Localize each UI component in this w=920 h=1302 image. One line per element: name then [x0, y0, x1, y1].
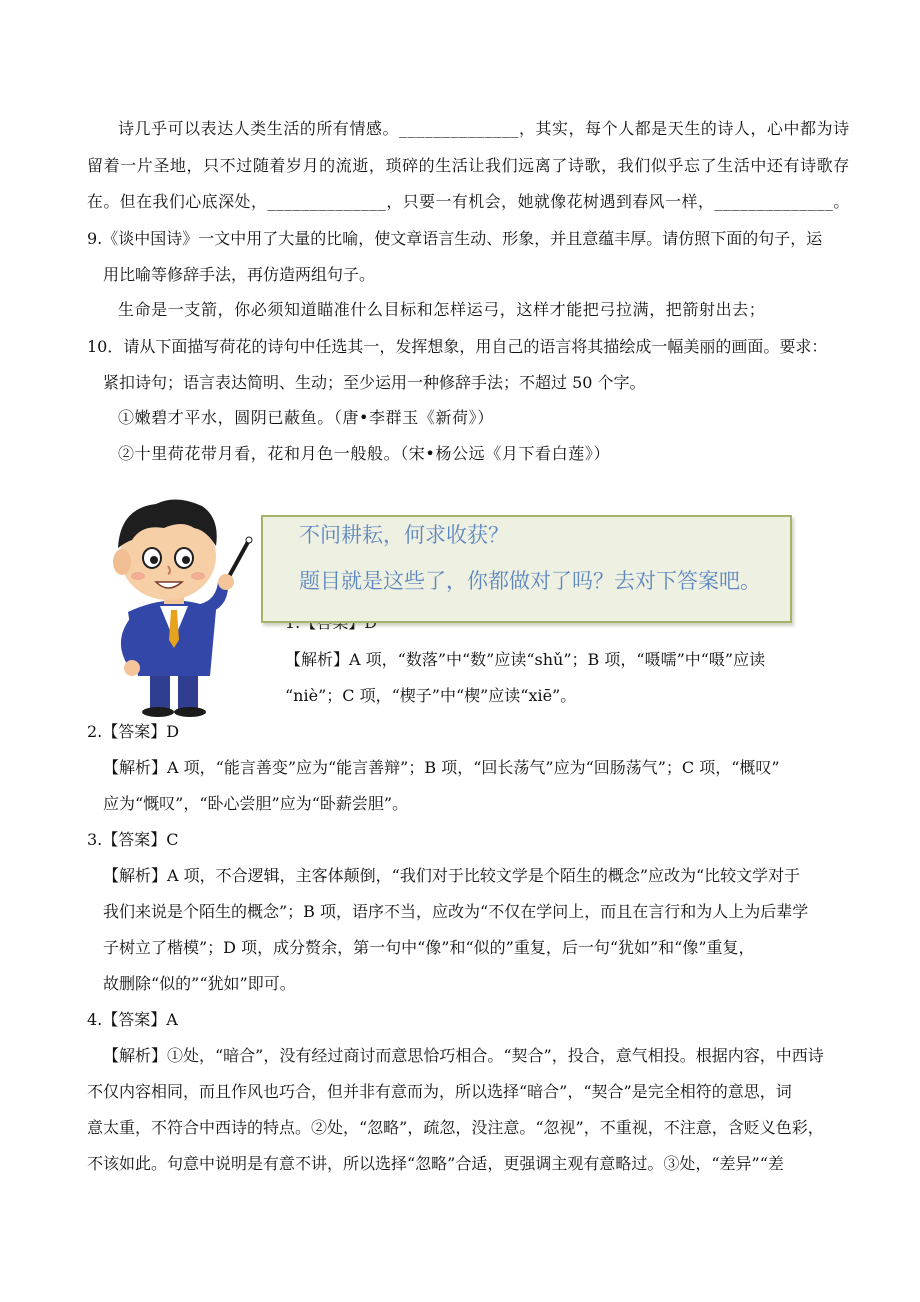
answer-2-label: 2.【答案】D	[87, 722, 180, 741]
banner-line-2: 题目就是这些了，你都做对了吗？去对下答案吧。	[299, 569, 761, 593]
answer-4-explanation-line-4: 不该如此。句意中说明是有意不讲，所以选择“忽略”合适，更强调主观有意略过。③处，“差异”“差	[87, 1154, 784, 1173]
question-10-line-1: 10．请从下面描写荷花的诗句中任选其一，发挥想象，用自己的语言将其描绘成一幅美丽的画面。要求：	[87, 337, 828, 356]
banner-line-1: 不问耕耘，何求收获？	[299, 523, 509, 547]
question-10-line-2: 紧扣诗句；语言表达简明、生动；至少运用一种修辞手法；不超过 50 个字。	[103, 373, 646, 392]
answer-3-explanation-line-4: 故删除“似的”“犹如”即可。	[103, 974, 296, 993]
encouragement-banner	[261, 515, 792, 623]
question-9-line-2: 用比喻等修辞手法，再仿造两组句子。	[103, 265, 376, 284]
question-9-example: 生命是一支箭，你必须知道瞄准什么目标和怎样运弓，这样才能把弓拉满，把箭射出去；	[118, 300, 766, 319]
answer-4-explanation-line-3: 意太重，不符合中西诗的特点。②处，“忽略”，疏忽，没注意。“忽视”，不重视，不注意，含贬义色彩，	[87, 1118, 824, 1137]
teacher-cartoon-icon	[98, 490, 258, 718]
answer-4-explanation-line-2: 不仅内容相同，而且作风也巧合，但并非有意而为，所以选择“暗合”，“契合”是完全相符的意思，词	[87, 1082, 792, 1101]
answer-3-explanation-line-1: 【解析】A 项，不合逻辑，主客体颠倒，“我们对于比较文学是个陌生的概念”应改为“比较文学对于	[103, 866, 801, 885]
answer-1-explanation-line-1: 【解析】A 项，“数落”中“数”应读“shǔ”；B 项，“嗫嚅”中“嗫”应读	[285, 650, 766, 669]
question-10-poem-2: ②十里荷花带月看，花和月色一般般。（宋•杨公远《月下看白莲》）	[118, 444, 611, 463]
passage-line-2: 留着一片圣地，只不过随着岁月的流逝，琐碎的生活让我们远离了诗歌，我们似乎忘了生活中还有诗歌存	[87, 156, 850, 175]
passage-line-1: 诗几乎可以表达人类生活的所有情感。______________，其实，每个人都是天生的诗人，心中都为诗	[118, 119, 850, 138]
question-9-line-1: 9.《谈中国诗》一文中用了大量的比喻，使文章语言生动、形象，并且意蕴丰厚。请仿照下面的句子，运	[87, 229, 823, 248]
passage-line-3: 在。但在我们心底深处，______________，只要一有机会，她就像花树遇到春风一样，______________。	[87, 192, 850, 211]
question-10-poem-1: ①嫩碧才平水，圆阴已蔽鱼。（唐•李群玉《新荷》）	[118, 408, 494, 427]
answer-4-label: 4.【答案】A	[87, 1010, 178, 1029]
answer-3-explanation-line-3: 子树立了楷模”；D 项，成分赘余，第一句中“像”和“似的”重复，后一句“犹如”和“像”重复，	[103, 938, 755, 957]
answer-1-explanation-line-2: “niè”；C 项，“楔子”中“楔”应读“xiē”。	[285, 686, 577, 705]
teacher-cartoon-illustration	[98, 490, 258, 718]
answer-2-explanation-line-2: 应为“慨叹”，“卧心尝胆”应为“卧薪尝胆”。	[103, 794, 409, 813]
answer-3-label: 3.【答案】C	[87, 830, 179, 849]
answer-2-explanation-line-1: 【解析】A 项，“能言善变”应为“能言善辩”；B 项，“回长荡气”应为“回肠荡气”；C 项，“概叹”	[103, 758, 780, 777]
answer-4-explanation-line-1: 【解析】①处，“暗合”，没有经过商讨而意思恰巧相合。“契合”，投合，意气相投。根据内容，中西诗	[103, 1046, 824, 1065]
answer-3-explanation-line-2: 我们来说是个陌生的概念”；B 项，语序不当，应改为“不仅在学问上，而且在言行和为人上为后辈学	[103, 902, 809, 921]
